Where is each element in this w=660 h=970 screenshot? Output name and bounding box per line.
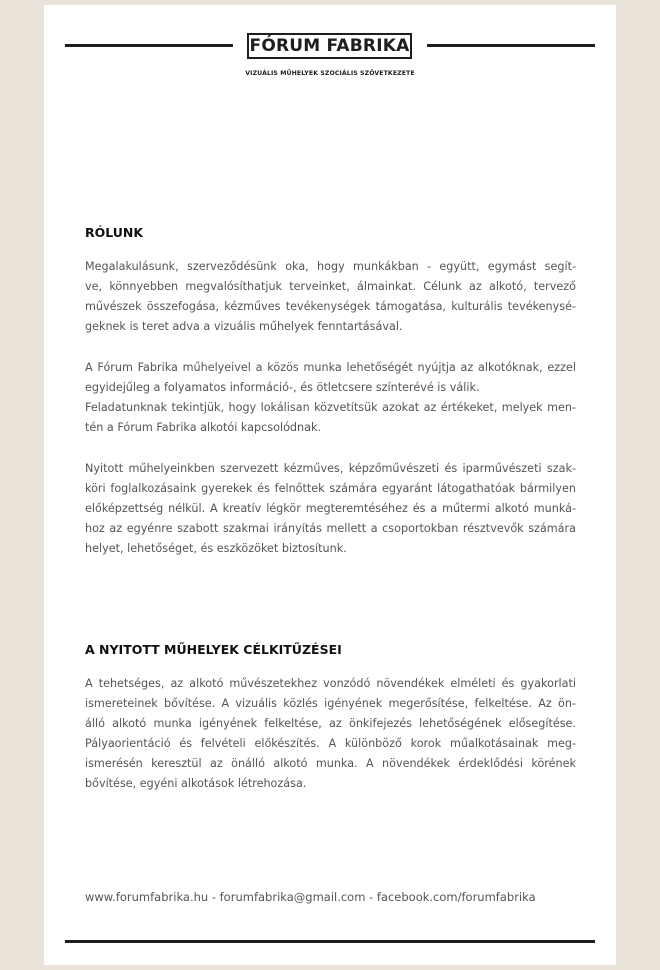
paragraph-line: Pályaorientáció és felvételi előkészítés. A különböző korok műalkotásainak meg- [85,737,576,750]
paragraph-line: előképzettség nélkül. A kreatív légkör megteremtéséhez és a műtermi alkotó munká- [85,502,576,515]
paragraph-line: Megalakulásunk, szerveződésünk oka, hogy munkákban - együtt, egymást segít- [85,260,576,273]
footer-contact: www.forumfabrika.hu - forumfabrika@gmail.com - facebook.com/forumfabrika [85,890,536,904]
footer-rule [65,940,595,943]
header-rule-right [427,44,595,47]
paragraph-line: ismereteinek bővítése. A vizuális közlés igényének megerősítése, felkeltése. Az ön- [85,697,576,710]
logo-tagline: VIZUÁLIS MŰHELYEK SZOCIÁLIS SZÖVETKEZETE [245,70,415,77]
paragraph-line: ismerésén keresztül az önálló alkotó munka. A növendékek érdeklődési körének [85,757,576,770]
about-paragraph-1 [85,257,576,337]
paragraph-line: helyet, lehetőséget, és eszközöket biztosítunk. [85,542,347,555]
header-rule-left [65,44,233,47]
section-title-goals: A NYITOTT MŰHELYEK CÉLKITŰZÉSEI [85,642,342,657]
paragraph-line: hoz az egyénre szabott szakmai irányítás mellett a csoportokban résztvevők számára [85,522,576,535]
paragraph-line: köri foglalkozásaink gyerekek és felnőttek számára egyaránt látogathatóak bármilyen [85,482,576,495]
paragraph-line: A Fórum Fabrika műhelyeivel a közös munka lehetőségét nyújtja az alkotóknak, ezzel [85,361,576,374]
document-page [44,5,616,965]
logo-text: FÓRUM FABRIKA [249,36,410,56]
goals-paragraph [85,674,576,794]
paragraph-line: A tehetséges, az alkotó művészetekhez vonzódó növendékek elméleti és gyakorlati [85,677,576,690]
paragraph-line: álló alkotó munka igényének felkeltése, az önkifejezés lehetőségének elősegítése. [85,717,576,730]
paragraph-line: művészek összefogása, kézműves tevékenységek támogatása, kulturális tevékenysé- [85,300,576,313]
paragraph-line: egyidejűleg a folyamatos információ-, és ötletcsere színterévé is válik. [85,381,480,394]
paragraph-line: tén a Fórum Fabrika alkotói kapcsolódnak. [85,421,322,434]
logo [247,33,412,59]
paragraph-line: Nyitott műhelyeinkben szervezett kézműves, képzőművészeti és iparművészeti szak- [85,462,576,475]
section-title-about: RÓLUNK [85,225,144,240]
paragraph-line: bővítése, egyéni alkotások létrehozása. [85,777,307,790]
about-paragraph-3 [85,459,576,559]
about-paragraph-2 [85,358,576,438]
paragraph-line: Feladatunknak tekintjük, hogy lokálisan közvetítsük azokat az értékeket, melyek men- [85,401,576,414]
paragraph-line: ve, könnyebben megvalósíthatjuk terveinket, álmainkat. Célunk az alkotó, tervező [85,280,576,293]
paragraph-line: geknek is teret adva a vizuális műhelyek fenntartásával. [85,320,403,333]
